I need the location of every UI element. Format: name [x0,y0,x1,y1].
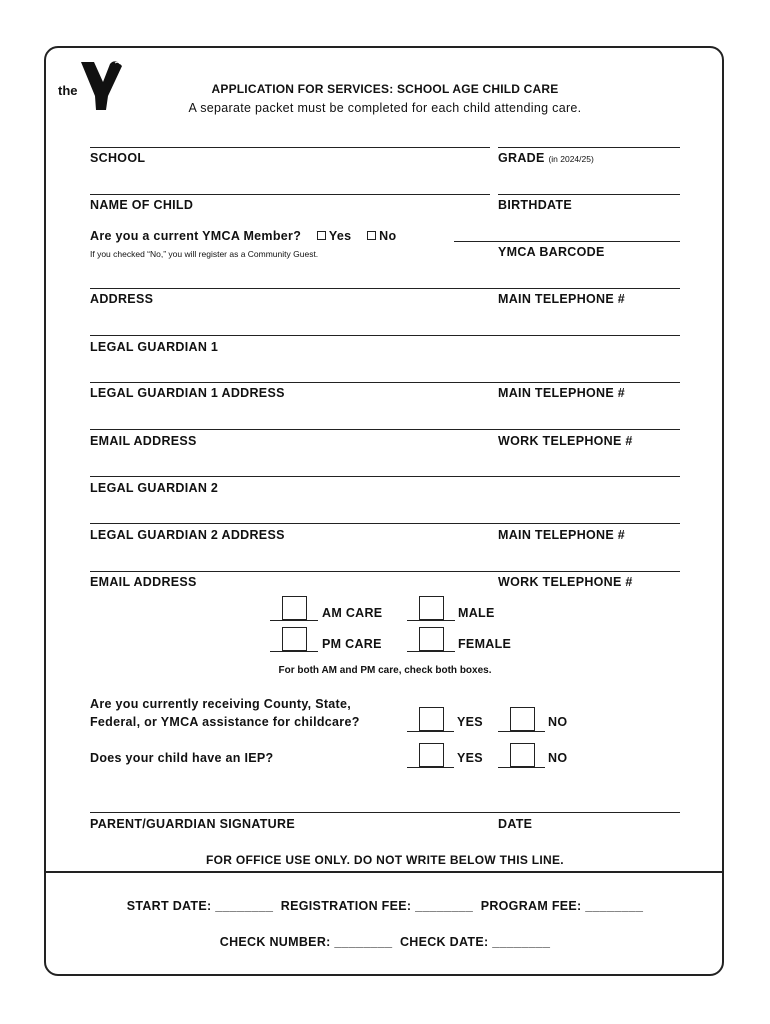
grade-label [498,151,594,165]
grade-line[interactable] [498,147,680,148]
iep-no-checkbox[interactable] [510,743,535,767]
parent-signature-label: PARENT/GUARDIAN SIGNATURE [90,817,295,831]
email-address-2-label: EMAIL ADDRESS [90,575,197,589]
address-label: ADDRESS [90,292,154,306]
legal-guardian-1-label: LEGAL GUARDIAN 1 [90,340,219,354]
legal-guardian-1-line[interactable] [90,335,680,336]
pm-care-label: PM CARE [322,637,382,651]
birthdate-label: BIRTHDATE [498,198,572,212]
office-divider [44,871,724,873]
care-note: For both AM and PM care, check both boxes. [278,665,492,676]
work-telephone-2-label: WORK TELEPHONE # [498,575,633,589]
main-telephone-1-label: MAIN TELEPHONE # [498,292,626,306]
legal-guardian-1-address-line[interactable] [90,382,680,383]
ymca-barcode-label: YMCA BARCODE [498,245,605,259]
ymca-barcode-line[interactable] [454,241,680,242]
email-address-1-line[interactable] [90,429,680,430]
name-of-child-label: NAME OF CHILD [90,198,194,212]
member-question [90,229,396,243]
legal-guardian-2-address-label: LEGAL GUARDIAN 2 ADDRESS [90,528,285,542]
office-row-check: CHECK NUMBER: ________ CHECK DATE: ________ [219,935,551,949]
logo-prefix: the [58,83,78,98]
female-label: FEMALE [458,637,512,651]
legal-guardian-2-address-line[interactable] [90,523,680,524]
am-care-label: AM CARE [322,606,383,620]
female-checkbox[interactable] [419,627,444,651]
birthdate-line[interactable] [498,194,680,195]
male-label: MALE [458,606,495,620]
assistance-question-line1: Are you currently receiving County, State, [90,697,352,711]
signature-date-label: DATE [498,817,533,831]
member-yes-label: Yes [328,229,352,243]
male-checkbox[interactable] [419,596,444,620]
assistance-no-label: NO [548,715,568,729]
form-subtitle: A separate packet must be completed for each child attending care. [188,101,582,115]
member-no-label: No [379,229,397,243]
school-line[interactable] [90,147,490,148]
member-note: If you checked “No,” you will register as a Community Guest. [90,249,319,259]
main-telephone-2-label: MAIN TELEPHONE # [498,386,626,400]
form-title: APPLICATION FOR SERVICES: SCHOOL AGE CHILD CARE [211,82,559,96]
member-yes-checkbox[interactable] [317,231,326,240]
legal-guardian-2-line[interactable] [90,476,680,477]
office-row-fees: START DATE: ________ REGISTRATION FEE: ________ PROGRAM FEE: ________ [126,899,644,913]
signature-line[interactable] [90,812,680,813]
assistance-yes-checkbox[interactable] [419,707,444,731]
iep-no-label: NO [548,751,568,765]
assistance-yes-label: YES [457,715,483,729]
school-label: SCHOOL [90,151,146,165]
grade-note: (in 2024/25) [548,154,594,164]
form-border [44,46,724,976]
office-use-title: FOR OFFICE USE ONLY. DO NOT WRITE BELOW THIS LINE. [206,853,564,867]
name-of-child-line[interactable] [90,194,490,195]
iep-yes-label: YES [457,751,483,765]
legal-guardian-1-address-label: LEGAL GUARDIAN 1 ADDRESS [90,386,285,400]
legal-guardian-2-label: LEGAL GUARDIAN 2 [90,481,219,495]
assistance-question-line2: Federal, or YMCA assistance for childcare? [90,715,360,729]
work-telephone-1-label: WORK TELEPHONE # [498,434,633,448]
email-address-1-label: EMAIL ADDRESS [90,434,197,448]
member-question-text: Are you a current YMCA Member? [90,229,302,243]
address-line[interactable] [90,288,680,289]
iep-yes-checkbox[interactable] [419,743,444,767]
member-no-checkbox[interactable] [367,231,376,240]
am-care-checkbox[interactable] [282,596,307,620]
main-telephone-3-label: MAIN TELEPHONE # [498,528,626,542]
pm-care-checkbox[interactable] [282,627,307,651]
assistance-no-checkbox[interactable] [510,707,535,731]
grade-label-text: GRADE [498,151,545,165]
email-address-2-line[interactable] [90,571,680,572]
iep-question: Does your child have an IEP? [90,751,274,765]
